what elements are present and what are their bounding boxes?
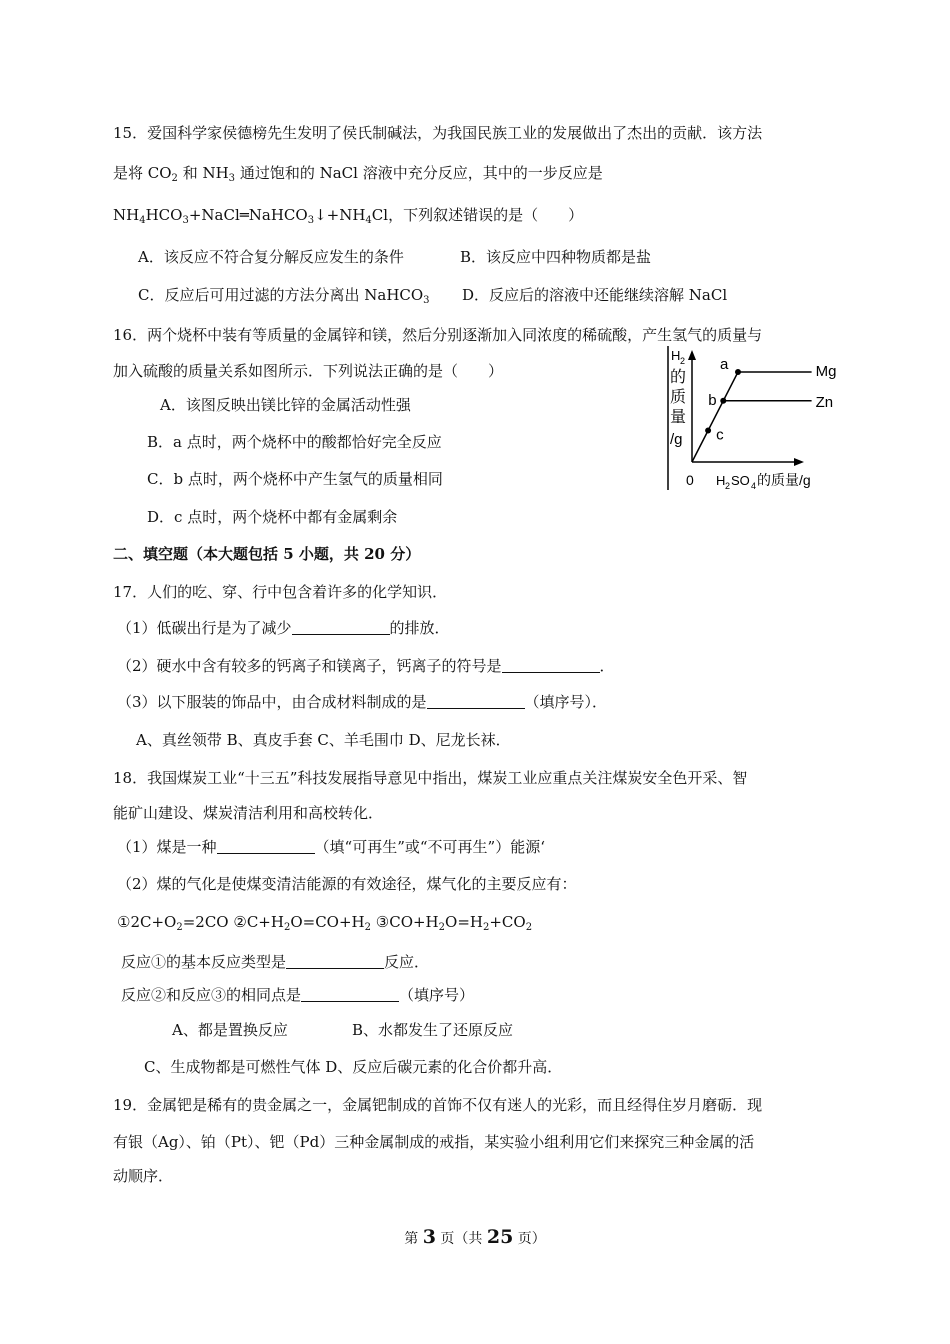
page-number: 3: [422, 1226, 436, 1248]
q17-stem: 17．人们的吃、穿、行中包含着许多的化学知识．: [113, 583, 448, 601]
q19-line-3: 动顺序．: [113, 1167, 174, 1185]
point-c: [705, 428, 711, 434]
q16-option-a: A．该图反映出镁比锌的金属活动性强: [160, 396, 411, 414]
q17-part-1: （1）低碳出行是为了减少 的排放．: [117, 619, 450, 637]
answer-blank[interactable]: [292, 620, 390, 635]
page-total: 25: [486, 1226, 514, 1248]
q18-part-1: （1）煤是一种 （填“可再生”或“不可再生”）能源‘: [117, 838, 545, 856]
point-b-label: b: [708, 391, 717, 409]
y-title-unit: /g: [670, 431, 683, 448]
x-title-sub2: 4: [751, 481, 757, 491]
q18-option-a: A、都是置换反应: [172, 1021, 288, 1039]
q16-option-c: C．b 点时，两个烧杯中产生氢气的质量相同: [147, 470, 443, 488]
point-b: [720, 398, 726, 404]
page-footer: 第 3 页（共 25 页）: [404, 1226, 546, 1248]
q16-option-b: B．a 点时，两个烧杯中的酸都恰好完全反应: [147, 433, 442, 451]
q19-line-1: 19．金属钯是稀有的贵金属之一，金属钯制成的首饰不仅有迷人的光彩，而且经得住岁月磨砺．现: [113, 1096, 763, 1114]
origin-label: 0: [686, 472, 694, 488]
q18-part-2: （2）煤的气化是使煤变清洁能源的有效途径，煤气化的主要反应有：: [117, 875, 577, 893]
point-a: [735, 369, 741, 375]
answer-blank[interactable]: [427, 694, 525, 709]
answer-blank[interactable]: [301, 987, 399, 1002]
q15-option-a: A．该反应不符合复分解反应发生的条件: [138, 248, 404, 266]
q17-part-2: （2）硬水中含有较多的钙离子和镁离子，钙离子的符号是 ．: [117, 657, 615, 675]
x-title-sub1: 2: [725, 481, 731, 491]
q15-option-c: C．反应后可用过滤的方法分离出 NaHCO$_3$: [138, 286, 430, 306]
q18-option-b: B、水都发生了还原反应: [352, 1021, 514, 1039]
q16-option-d: D．c 点时，两个烧杯中都有金属剩余: [147, 508, 398, 526]
answer-blank[interactable]: [502, 658, 600, 673]
x-title-h: H: [716, 473, 726, 488]
q15-option-b: B．该反应中四种物质都是盐: [460, 248, 652, 266]
series-mg-rise: [692, 372, 738, 462]
y-title-de: 的: [670, 369, 687, 386]
series-mg-label: Mg: [815, 363, 837, 380]
q18-same-point: 反应②和反应③的相同点是 （填序号）: [121, 986, 475, 1004]
series-zn-label: Zn: [815, 393, 834, 411]
x-title-so: SO: [731, 473, 750, 488]
q18-option-cd: C、生成物都是可燃性气体 D、反应后碳元素的化合价都升高．: [144, 1058, 563, 1076]
q15-line-2: 是将 $CO_2$ 和 $NH_3$ 通过饱和的 NaCl 溶液中充分反应，其中的一步反应是: [113, 164, 603, 184]
point-a-label: a: [720, 356, 729, 373]
q18-line-1: 18．我国煤炭工业“十三五”科技发展指导意见中指出，煤炭工业应重点关注煤炭安全色开采、智: [113, 769, 748, 787]
q19-line-2: 有银（Ag）、铂（Pt）、钯（Pd）三种金属制成的戒指，某实验小组利用它们来探究三种金属的活: [113, 1133, 755, 1151]
q17-part-3: （3）以下服装的饰品中，由合成材料制成的是 （填序号）．: [117, 693, 608, 711]
q18-reactions: $①2C+O_2=2CO$ $②C+H_2O=CO+H_2$ $③CO+H_2O=H_2+CO_2$: [117, 913, 533, 933]
point-c-label: c: [716, 426, 724, 444]
y-title-liang: 量: [670, 409, 687, 426]
y-title-zhi: 质: [670, 389, 687, 406]
q18-line-2: 能矿山建设、煤炭清洁利用和高校转化．: [113, 804, 384, 822]
hydrogen-mass-chart: [662, 344, 837, 491]
q15-option-d: D．反应后的溶液中还能继续溶解 NaCl: [462, 286, 728, 304]
x-axis-arrow: [794, 458, 804, 466]
y-axis-arrow: [688, 350, 696, 360]
y-title-sub: 2: [680, 356, 686, 366]
q15-equation: $NH_4HCO_3+NaCl═NaHCO_3↓+NH_4Cl$，下列叙述错误的是（ ）: [113, 206, 584, 226]
q16-line-2: 加入硫酸的质量关系如图所示．下列说法正确的是（ ）: [113, 362, 504, 380]
answer-blank[interactable]: [286, 954, 384, 969]
y-axis-title: [670, 348, 686, 448]
x-axis-title: [716, 472, 811, 491]
answer-blank[interactable]: [217, 839, 315, 854]
y-title-h: H: [671, 348, 681, 363]
q16-line-1: 16．两个烧杯中装有等质量的金属锌和镁，然后分别逐渐加入同浓度的稀硫酸，产生氢气的质量与: [113, 326, 763, 344]
section-2-heading: 二、填空题（本大题包括 5 小题，共 20 分）: [113, 545, 421, 563]
x-title-rest: 的质量/g: [757, 472, 811, 488]
q15-line-1: 15．爱国科学家侯德榜先生发明了侯氏制碱法，为我国民族工业的发展做出了杰出的贡献．该方法: [113, 124, 763, 142]
q18-reaction-type: 反应①的基本反应类型是 反应．: [121, 953, 430, 971]
q17-options: A、真丝领带 B、真皮手套 C、羊毛围巾 D、尼龙长袜．: [136, 731, 511, 749]
